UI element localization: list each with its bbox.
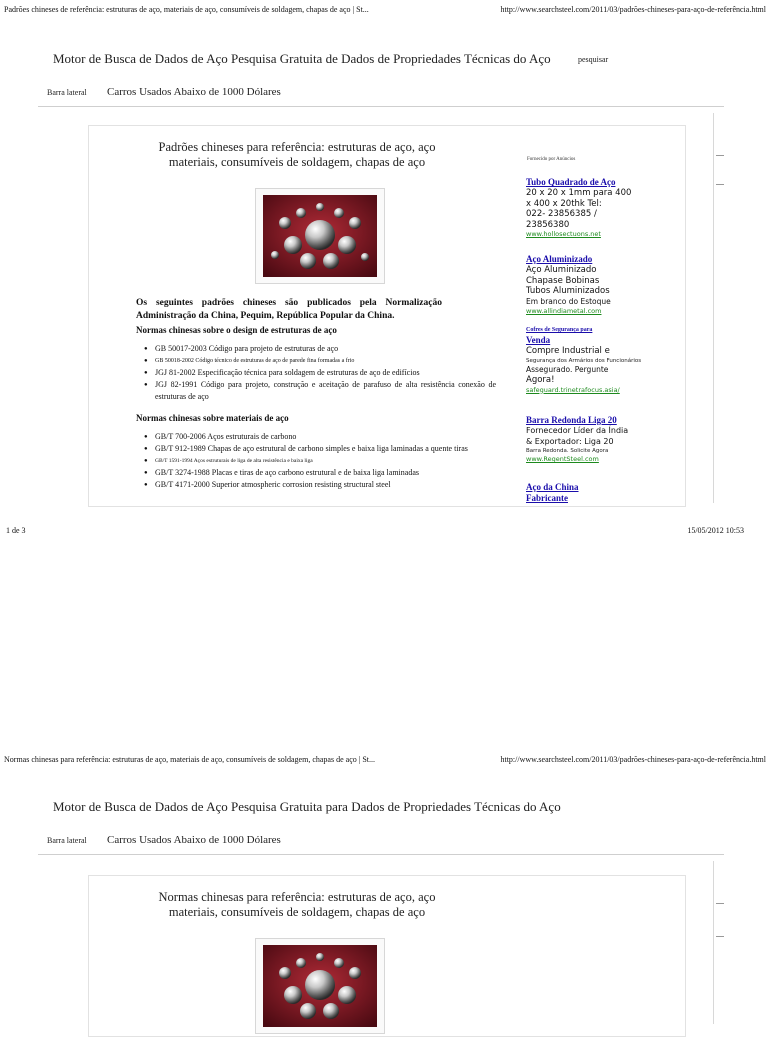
intro-text: Os seguintes padrões chineses são publicados pela Normalização Administração da China, Pequim, República Popular da China. (136, 298, 442, 321)
print-page-2 (0, 748, 768, 1024)
sidebar-tick (716, 155, 724, 156)
ad-title[interactable]: Aço Aluminizado (526, 254, 593, 264)
article (88, 875, 686, 1037)
materials-heading: Normas chinesas sobre materiais de aço (136, 413, 289, 423)
steel-balls-image (263, 945, 377, 1027)
search-link[interactable]: pesquisar (578, 55, 609, 64)
print-footer-date: 15/05/2012 10:53 (687, 526, 744, 535)
ad-square-tube[interactable]: Tubo Quadrado de Aço 20 x 20 x 1mm para 400 x 400 x 20thk Tel: 022- 23856385 / 23856380 www.hollosectuons.net (526, 177, 646, 238)
article (88, 125, 686, 507)
ad-safes[interactable]: Cofres de Segurança para Venda Compre Industrial e Segurança dos Armários dos Funcionários Assegurado. Pergunte Agora! safeguard.trinetrafocus.asia/ (526, 326, 646, 394)
ad-url[interactable]: www.allindiametal.com (526, 307, 602, 315)
list-item: ● GB/T 4171-2000 Superior atmospheric corrosion resisting structural steel (136, 479, 496, 491)
ad-china-steel[interactable]: Aço da China Fabricante (526, 482, 646, 504)
ad-title[interactable]: Aço da China (526, 482, 579, 492)
sidebar-tick (716, 936, 724, 937)
article-title: Padrões chineses para referência: estruturas de aço, aço materiais, consumíveis de soldagem, chapas de aço (158, 140, 436, 169)
site-title[interactable]: Motor de Busca de Dados de Aço Pesquisa Gratuita de Dados de Propriedades Técnicas do Aço (53, 51, 551, 66)
ad-aluminized[interactable]: Aço Aluminizado Aço Aluminizado Chapase Bobinas Tubos Aluminizados Em branco do Estoque www.allindiametal.com (526, 254, 646, 315)
list-item: ● GB 50017-2003 Código para projeto de estruturas de aço (136, 343, 496, 355)
article-photo (255, 938, 385, 1034)
list-item: ● JGJ 81-2002 Especificação técnica para soldagem de estruturas de aço de edifícios (136, 367, 496, 379)
print-header-url[interactable]: http://www.searchsteel.com/2011/03/padrões-chineses-para-aço-de-referência.html (500, 755, 766, 764)
list-item: ● GB/T 912-1989 Chapas de aço estrutural de carbono simples e baixa liga laminadas a quente tiras (136, 443, 496, 455)
ad-url[interactable]: safeguard.trinetrafocus.asia/ (526, 385, 620, 394)
print-footer-page: 1 de 3 (6, 526, 26, 535)
site-title[interactable]: Motor de Busca de Dados de Aço Pesquisa Gratuita para Dados de Propriedades Técnicas do Aço (53, 799, 561, 814)
list-item: ● GB/T 700-2006 Aços estruturais de carbono (136, 431, 496, 443)
print-header-url[interactable]: http://www.searchsteel.com/2011/03/padrões-chineses-para-aço-de-referência.html (500, 5, 766, 14)
sidebar-link[interactable]: Barra lateral (47, 836, 87, 845)
list-item: ● GB/T 3274-1988 Placas e tiras de aço carbono estrutural e de baixa liga laminadas (136, 467, 496, 479)
cars-link[interactable]: Carros Usados Abaixo de 1000 Dólares (107, 834, 281, 846)
design-standards-list (136, 343, 496, 403)
sidebar-link[interactable]: Barra lateral (47, 88, 87, 97)
site-header (38, 786, 724, 855)
right-sidebar-edge (713, 861, 714, 1024)
ad-title[interactable]: Cofres de Segurança para (526, 327, 593, 333)
ad-title[interactable]: Barra Redonda Liga 20 (526, 415, 617, 425)
article-photo (255, 188, 385, 284)
list-item: ● GB 50018-2002 Código técnico de estruturas de aço de parede fina formadas a frio (136, 355, 496, 367)
right-sidebar-edge (713, 113, 714, 503)
steel-balls-image (263, 195, 377, 277)
cars-link[interactable]: Carros Usados Abaixo de 1000 Dólares (107, 86, 281, 98)
sidebar-tick (716, 903, 724, 904)
print-header-title: Padrões chineses de referência: estruturas de aço, materiais de aço, consumíveis de soldagem, chapas de aço | St... (4, 5, 369, 14)
ad-round-bar[interactable]: Barra Redonda Liga 20 Fornecedor Líder da Índia & Exportador: Liga 20 Barra Redonda. Solicite Agora www.RegentSteel.com (526, 415, 646, 463)
ad-url[interactable]: www.hollosectuons.net (526, 230, 601, 238)
ad-title[interactable]: Tubo Quadrado de Aço (526, 177, 616, 187)
ads-label: Fornecido por Anúncios (527, 157, 576, 162)
ad-url[interactable]: www.RegentSteel.com (526, 455, 599, 463)
sidebar-tick (716, 184, 724, 185)
materials-standards-list (136, 431, 496, 491)
design-heading: Normas chinesas sobre o design de estruturas de aço (136, 325, 337, 335)
site-header (38, 38, 724, 107)
article-title: Normas chinesas para referência: estruturas de aço, aço materiais, consumíveis de soldagem, chapas de aço (158, 890, 436, 919)
print-header-title: Normas chinesas para referência: estruturas de aço, materiais de aço, consumíveis de soldagem, chapas de aço | St... (4, 755, 376, 764)
list-item: ● JGJ 82-1991 Código para projeto, construção e aceitação de parafuso de alta resistência conexão de estruturas de aço (136, 379, 496, 403)
list-item: ● GB/T 1591-1994 Aços estruturais de liga de alta resistência e baixa liga (136, 455, 496, 467)
